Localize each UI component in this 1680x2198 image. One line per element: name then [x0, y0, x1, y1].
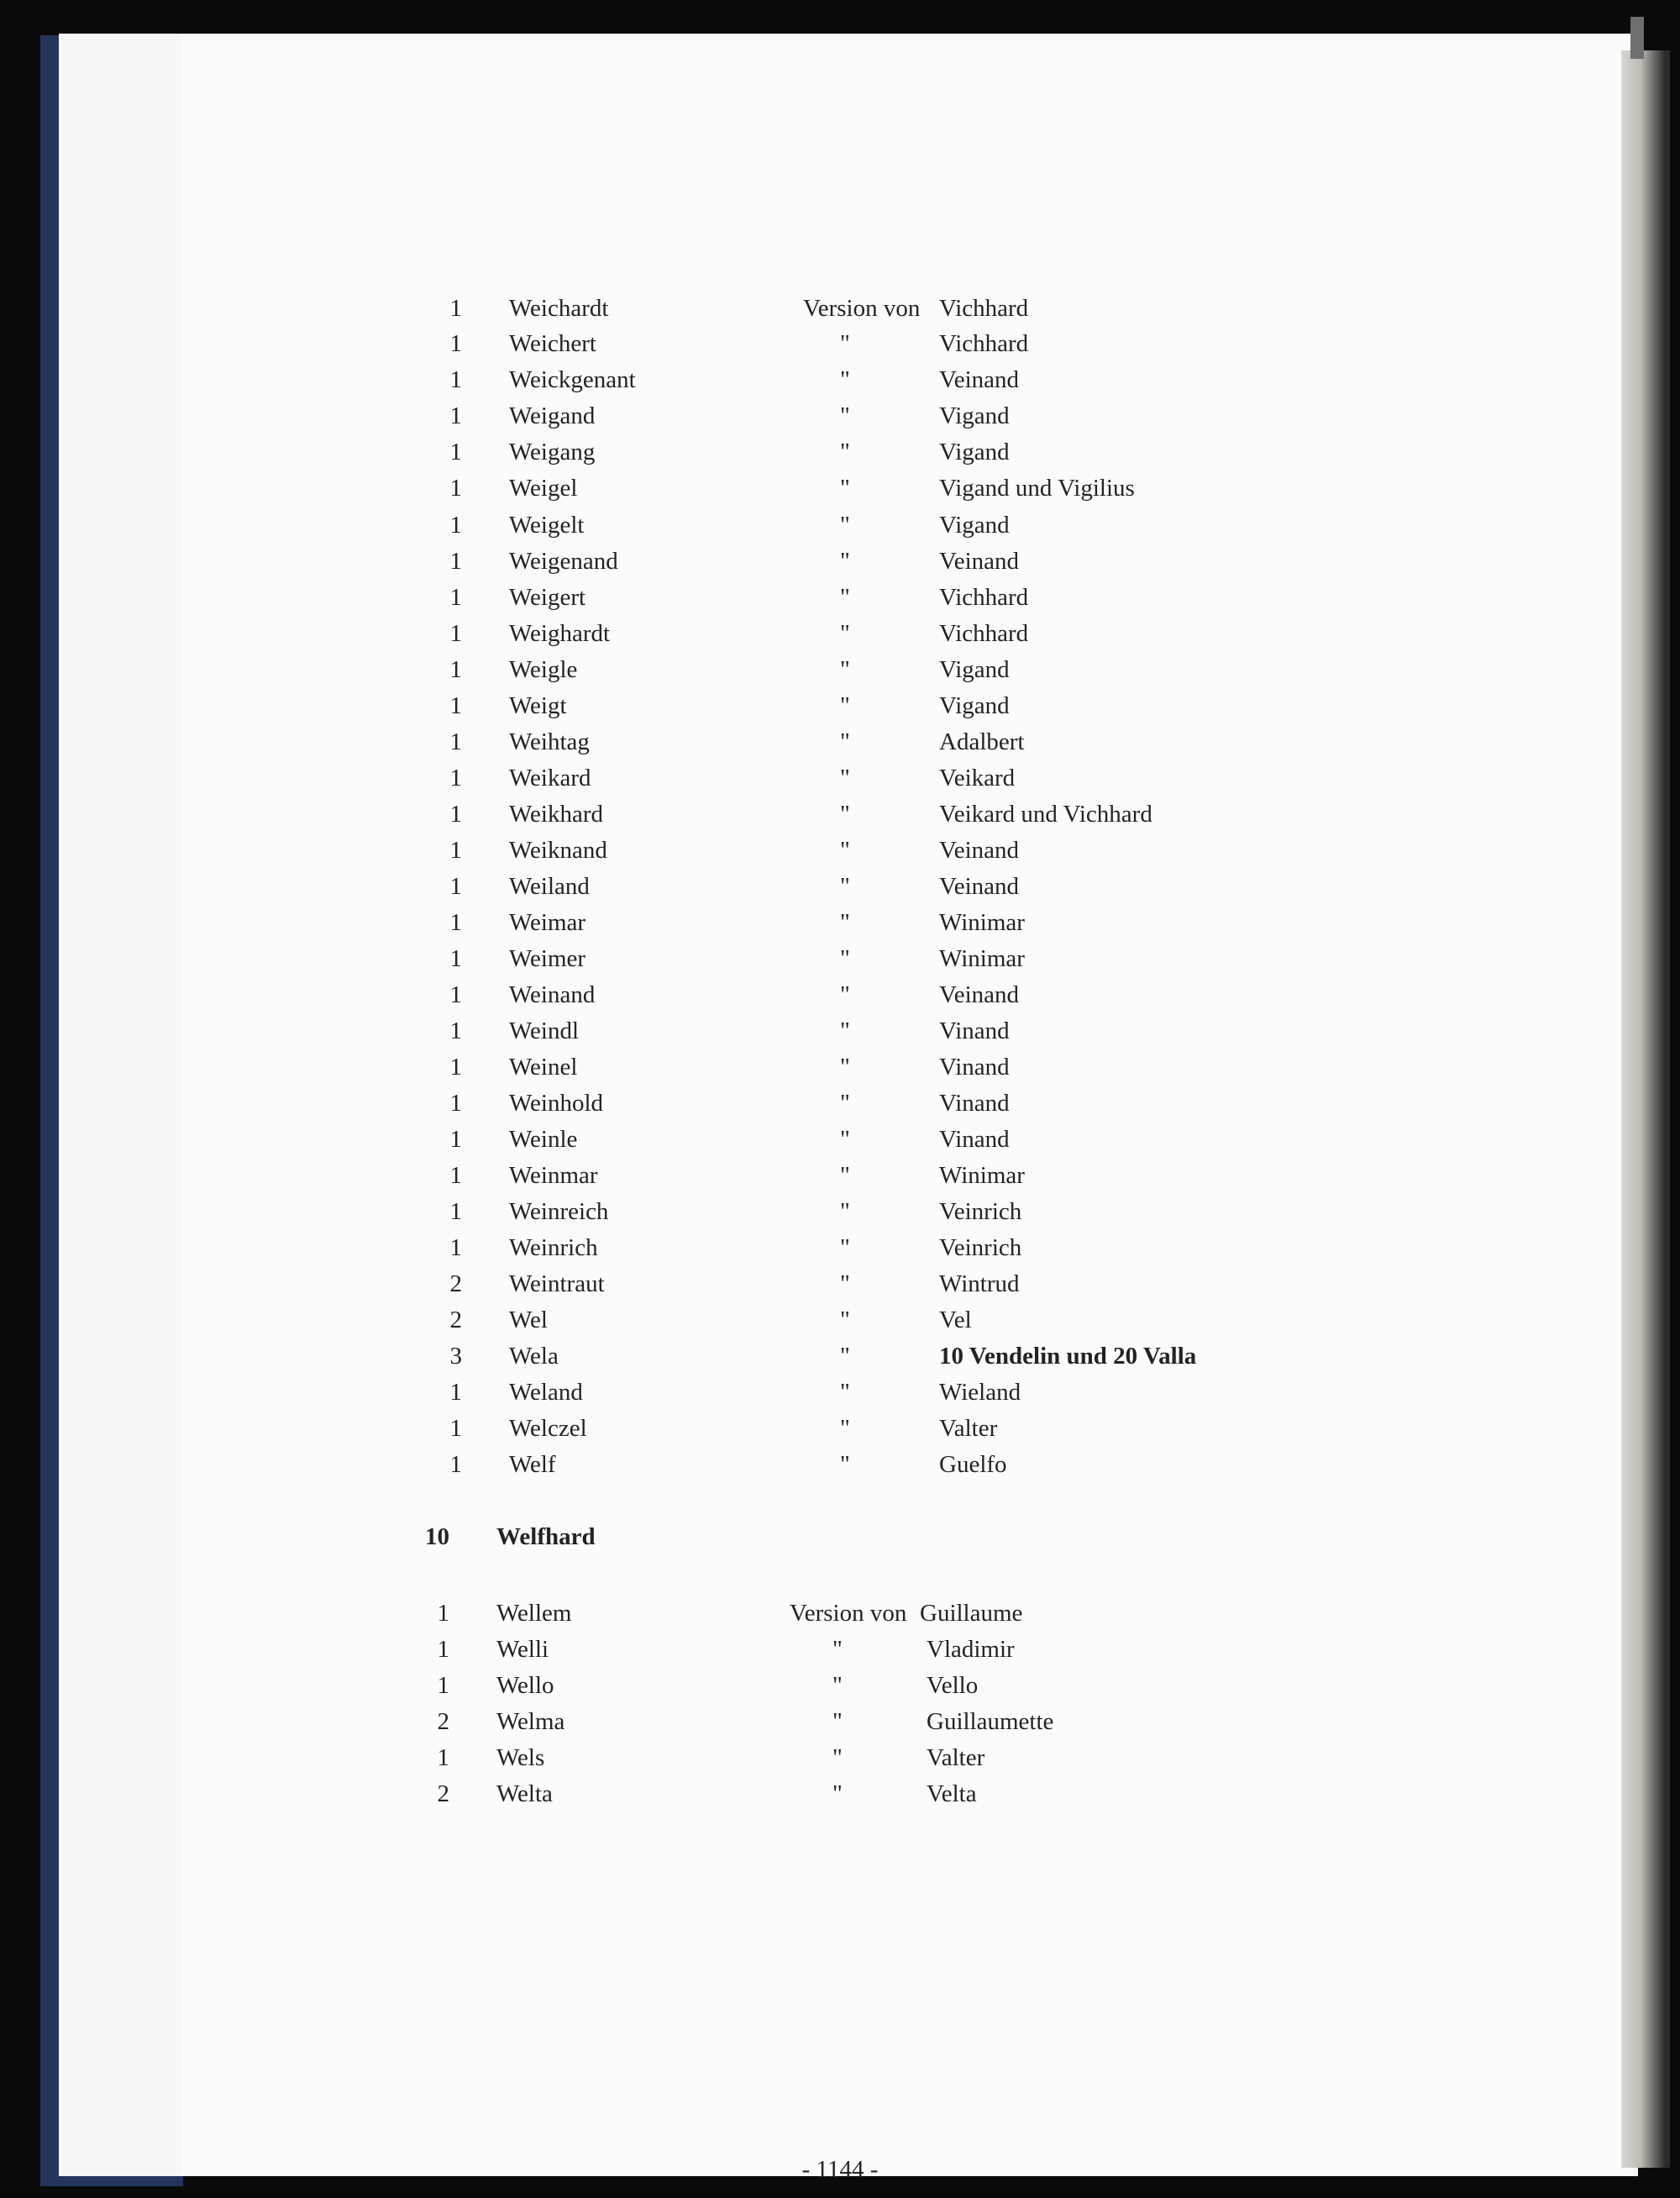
- entry-count: 10: [425, 1523, 449, 1550]
- entry-version: Valter: [939, 1415, 998, 1442]
- entry-version: Wieland: [939, 1379, 1021, 1406]
- entry-count: 1: [449, 981, 462, 1008]
- entry-ditto-mark: ": [840, 620, 850, 647]
- list-item: [0, 507, 1680, 543]
- entry-count: 1: [449, 402, 462, 429]
- entry-count: 1: [437, 1600, 449, 1627]
- entry-ditto-mark: ": [840, 837, 850, 864]
- entry-ditto-mark: ": [840, 945, 850, 972]
- list-item: [0, 1704, 1680, 1739]
- entry-count: 2: [437, 1708, 449, 1735]
- entry-version: Wintrud: [939, 1270, 1020, 1297]
- entry-version: Vigand: [939, 656, 1010, 683]
- entry-name: Weimer: [509, 945, 586, 972]
- entry-name: Wellem: [496, 1600, 572, 1627]
- entry-ditto-mark: ": [840, 402, 850, 429]
- list-item: [0, 1596, 1680, 1631]
- entry-count: 1: [449, 584, 462, 611]
- list-item: [0, 471, 1680, 506]
- list-item: [0, 1194, 1680, 1229]
- list-item: [0, 1302, 1680, 1338]
- entry-version: Vel: [939, 1307, 972, 1333]
- entry-count: 1: [449, 945, 462, 972]
- entry-name: Weland: [509, 1379, 583, 1406]
- list-item: [0, 1519, 1680, 1554]
- entry-name: Weigand: [509, 402, 596, 429]
- entry-ditto-mark: ": [832, 1708, 843, 1735]
- entry-count: 1: [449, 1054, 462, 1081]
- entry-version: Vichhard: [939, 295, 1029, 322]
- entry-name: Weigert: [509, 584, 586, 611]
- list-item: [0, 1049, 1680, 1085]
- list-item: [0, 1266, 1680, 1301]
- entry-ditto-mark: ": [840, 873, 850, 900]
- entry-ditto-mark: ": [840, 1126, 850, 1153]
- entry-name: Weimar: [509, 909, 586, 936]
- entry-count: 1: [449, 1017, 462, 1044]
- list-item: [0, 652, 1680, 687]
- entry-ditto-mark: ": [840, 765, 850, 791]
- list-item: [0, 1632, 1680, 1667]
- entry-count: 1: [449, 1415, 462, 1442]
- entry-name: Weigenand: [509, 548, 618, 575]
- entry-version: Vigand: [939, 439, 1010, 465]
- list-item: [0, 1086, 1680, 1121]
- entry-version: Vinand: [939, 1054, 1010, 1081]
- entry-count: 1: [449, 295, 462, 322]
- entry-name: Weichardt: [509, 295, 609, 322]
- entry-count: 1: [449, 765, 462, 791]
- list-item: [0, 616, 1680, 651]
- entry-count: 1: [449, 728, 462, 755]
- entry-count: 2: [449, 1307, 462, 1333]
- entry-ditto-mark: ": [840, 1451, 850, 1478]
- entry-ditto-mark: ": [840, 548, 850, 575]
- list-item: [0, 1013, 1680, 1049]
- entry-version: Veikard und Vichhard: [939, 801, 1152, 828]
- list-item: [0, 1411, 1680, 1446]
- list-item: [0, 1447, 1680, 1482]
- list-item: [0, 1158, 1680, 1193]
- entry-count: 1: [449, 1126, 462, 1153]
- entry-ditto-mark: Version von: [790, 1600, 907, 1627]
- entry-ditto-mark: ": [840, 1270, 850, 1297]
- entry-name: Wels: [496, 1744, 545, 1771]
- list-item: [0, 1375, 1680, 1410]
- entry-count: 1: [449, 692, 462, 719]
- entry-version: Winimar: [939, 945, 1025, 972]
- entry-version: Winimar: [939, 1162, 1025, 1189]
- list-item: [0, 1776, 1680, 1812]
- entry-version: Vinand: [939, 1126, 1010, 1153]
- entry-version: Guillaumette: [927, 1708, 1054, 1735]
- entry-count: 1: [449, 512, 462, 539]
- entry-ditto-mark: ": [832, 1780, 843, 1807]
- entry-version: Vladimir: [927, 1636, 1015, 1663]
- entry-ditto-mark: ": [840, 1415, 850, 1442]
- entry-count: 1: [449, 475, 462, 502]
- entry-version: Veinand: [939, 981, 1020, 1008]
- entry-ditto-mark: ": [832, 1744, 843, 1771]
- entry-name: Weighardt: [509, 620, 611, 647]
- list-item: [0, 1338, 1680, 1374]
- entry-name: Weichert: [509, 330, 596, 357]
- entry-count: 2: [437, 1780, 449, 1807]
- entry-ditto-mark: ": [840, 512, 850, 539]
- entry-name: Weinand: [509, 981, 596, 1008]
- entry-version: Vinand: [939, 1017, 1010, 1044]
- list-item: [0, 797, 1680, 832]
- list-item: [0, 1122, 1680, 1157]
- entry-count: 1: [449, 330, 462, 357]
- entry-version: 10 Vendelin und 20 Valla: [939, 1343, 1197, 1370]
- entry-version: Guelfo: [939, 1451, 1007, 1478]
- list-item: [0, 1668, 1680, 1703]
- list-item: [0, 544, 1680, 579]
- entry-count: 1: [437, 1672, 449, 1699]
- entry-ditto-mark: ": [832, 1636, 843, 1663]
- entry-version: Velta: [927, 1780, 977, 1807]
- entry-count: 3: [449, 1343, 462, 1370]
- entry-ditto-mark: ": [840, 1054, 850, 1081]
- list-item: [0, 688, 1680, 723]
- entry-count: 1: [437, 1744, 449, 1771]
- entry-version: Vichhard: [939, 620, 1029, 647]
- list-item: [0, 326, 1680, 361]
- entry-name: Weinmar: [509, 1162, 598, 1189]
- entry-version: Veinand: [939, 548, 1020, 575]
- entry-version: Veinand: [939, 837, 1020, 864]
- entry-version: Vichhard: [939, 584, 1029, 611]
- entry-version: Winimar: [939, 909, 1025, 936]
- entry-name: Weickgenant: [509, 366, 636, 393]
- list-item: [0, 434, 1680, 470]
- entry-count: 1: [449, 1451, 462, 1478]
- entry-ditto-mark: ": [840, 1090, 850, 1117]
- entry-count: 1: [449, 1198, 462, 1225]
- entry-name: Weigang: [509, 439, 596, 465]
- list-item: [0, 398, 1680, 434]
- entry-version: Vichhard: [939, 330, 1029, 357]
- list-item: [0, 724, 1680, 760]
- entry-count: 1: [449, 1090, 462, 1117]
- entry-ditto-mark: ": [832, 1672, 843, 1699]
- entry-name: Weikard: [509, 765, 591, 791]
- list-item: [0, 941, 1680, 976]
- entry-count: 1: [449, 1379, 462, 1406]
- entry-name: Weikhard: [509, 801, 604, 828]
- list-item: [0, 869, 1680, 904]
- entry-ditto-mark: ": [840, 801, 850, 828]
- entry-name: Wel: [509, 1307, 548, 1333]
- entry-ditto-mark: ": [840, 1162, 850, 1189]
- entry-ditto-mark: ": [840, 981, 850, 1008]
- entry-version: Vigand: [939, 512, 1010, 539]
- list-item: [0, 977, 1680, 1012]
- entry-version: Vinand: [939, 1090, 1010, 1117]
- list-item: [0, 833, 1680, 868]
- entry-name: Wello: [496, 1672, 554, 1699]
- entry-count: 1: [449, 909, 462, 936]
- entry-count: 1: [449, 837, 462, 864]
- entry-version: Veikard: [939, 765, 1016, 791]
- entry-count: 1: [449, 656, 462, 683]
- entry-name: Welta: [496, 1780, 553, 1807]
- entry-version: Vigand: [939, 692, 1010, 719]
- list-item: [0, 1230, 1680, 1265]
- entry-ditto-mark: ": [840, 366, 850, 393]
- entry-ditto-mark: ": [840, 584, 850, 611]
- entry-name: Weiknand: [509, 837, 607, 864]
- entry-name: Welf: [509, 1451, 556, 1478]
- entry-name: Weihtag: [509, 728, 590, 755]
- entry-version: Vigand und Vigilius: [939, 475, 1135, 502]
- entry-name: Weigelt: [509, 512, 585, 539]
- entry-name: Welfhard: [496, 1523, 596, 1550]
- entry-version: Veinand: [939, 873, 1020, 900]
- entry-ditto-mark: ": [840, 1379, 850, 1406]
- entry-name: Welma: [496, 1708, 565, 1735]
- entry-name: Weintraut: [509, 1270, 605, 1297]
- entry-name: Weigel: [509, 475, 578, 502]
- entry-version: Guillaume: [920, 1600, 1023, 1627]
- entry-name: Weinrich: [509, 1234, 598, 1261]
- entry-name: Weigle: [509, 656, 578, 683]
- entry-version: Veinand: [939, 366, 1020, 393]
- entry-ditto-mark: ": [840, 1307, 850, 1333]
- entry-ditto-mark: ": [840, 1234, 850, 1261]
- entry-version: Vigand: [939, 402, 1010, 429]
- page-number: - 1144 -: [801, 2156, 879, 2183]
- entry-ditto-mark: ": [840, 330, 850, 357]
- entry-ditto-mark: ": [840, 909, 850, 936]
- list-item: [0, 760, 1680, 796]
- entry-count: 1: [449, 1234, 462, 1261]
- entry-name: Weinel: [509, 1054, 578, 1081]
- entry-count: 1: [449, 439, 462, 465]
- entry-ditto-mark: ": [840, 1198, 850, 1225]
- entry-version: Adalbert: [939, 728, 1025, 755]
- entry-name: Weinhold: [509, 1090, 604, 1117]
- entry-count: 1: [449, 1162, 462, 1189]
- entry-name: Weigt: [509, 692, 567, 719]
- entry-count: 1: [449, 873, 462, 900]
- list-item: [0, 291, 1680, 326]
- entry-ditto-mark: ": [840, 656, 850, 683]
- entry-name: Wela: [509, 1343, 559, 1370]
- entry-ditto-mark: ": [840, 439, 850, 465]
- entry-ditto-mark: ": [840, 1343, 850, 1370]
- entry-ditto-mark: ": [840, 1017, 850, 1044]
- entry-version: Veinrich: [939, 1198, 1022, 1225]
- entry-ditto-mark: ": [840, 728, 850, 755]
- list-item: [0, 1740, 1680, 1775]
- list-item: [0, 905, 1680, 940]
- entry-count: 2: [449, 1270, 462, 1297]
- list-item: [0, 580, 1680, 615]
- entry-version: Veinrich: [939, 1234, 1022, 1261]
- entry-name: Welczel: [509, 1415, 587, 1442]
- entry-count: 1: [437, 1636, 449, 1663]
- entry-name: Weindl: [509, 1017, 580, 1044]
- entry-name: Weinle: [509, 1126, 578, 1153]
- entry-name: Weiland: [509, 873, 590, 900]
- entry-version: Valter: [927, 1744, 985, 1771]
- list-item: [0, 362, 1680, 397]
- entry-count: 1: [449, 801, 462, 828]
- entry-ditto-mark: Version von: [803, 295, 921, 322]
- entry-ditto-mark: ": [840, 475, 850, 502]
- entry-count: 1: [449, 620, 462, 647]
- entry-version: Vello: [927, 1672, 979, 1699]
- entry-name: Welli: [496, 1636, 549, 1663]
- entry-ditto-mark: ": [840, 692, 850, 719]
- entry-name: Weinreich: [509, 1198, 609, 1225]
- entry-count: 1: [449, 366, 462, 393]
- entry-count: 1: [449, 548, 462, 575]
